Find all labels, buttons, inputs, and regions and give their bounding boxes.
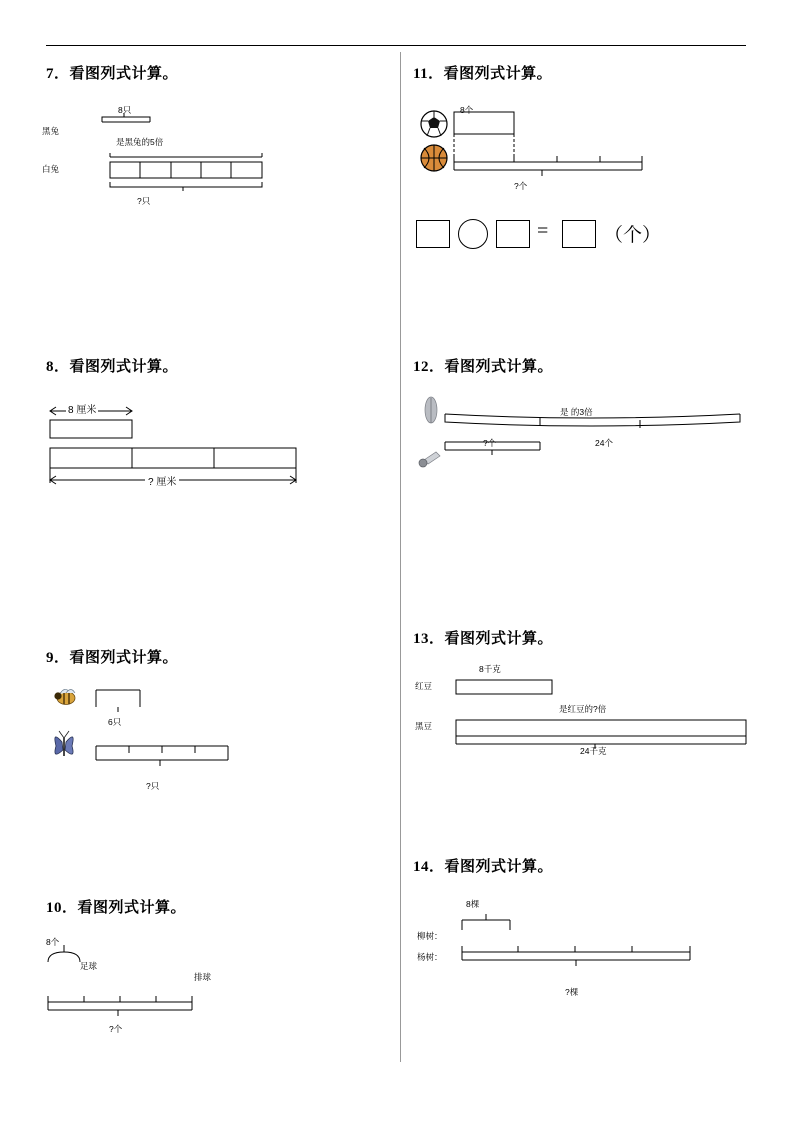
question-14-title: 14．看图列式计算。 — [413, 859, 554, 875]
q14-row1-label: 柳树： — [417, 931, 443, 941]
question-7-figure — [40, 100, 280, 210]
q8-bottom-label: ? 厘米 — [145, 473, 179, 488]
column-divider — [400, 52, 401, 1062]
q10-count-label: 8个 — [46, 937, 60, 947]
question-10-title: 10．看图列式计算。 — [46, 900, 187, 916]
q11-operator-circle[interactable] — [458, 219, 488, 249]
q9-count-label: 6只 — [108, 717, 122, 727]
q12-total-label: 24个 — [595, 438, 613, 448]
q7-count-label: 8只 — [118, 105, 132, 115]
question-13-title: 13．看图列式计算。 — [413, 631, 554, 647]
q12-relation-label: 是 的3倍 — [560, 407, 593, 417]
q14-row2-label: 杨树： — [417, 952, 443, 962]
question-12-title: 12．看图列式计算。 — [413, 359, 554, 375]
q13-row2-label: 黑豆 — [415, 721, 433, 731]
q11-equals-sign: = — [537, 220, 549, 242]
q7-row1-label: 黑兔 — [42, 126, 60, 136]
q10-unknown-label: ?个 — [109, 1024, 123, 1034]
q7-relation-label: 是黑兔的5倍 — [116, 137, 164, 147]
q11-unknown-label: ?个 — [514, 181, 528, 191]
q10-item2-label: 排球 — [194, 972, 212, 982]
q13-count-label: 8千克 — [479, 664, 501, 674]
question-14-figure — [410, 890, 730, 1000]
question-8-title: 8．看图列式计算。 — [46, 359, 179, 375]
q13-row1-label: 红豆 — [415, 681, 433, 691]
q8-top-label: 8 厘米 — [66, 401, 98, 416]
header-rule — [46, 45, 746, 46]
q13-relation-label: 是红豆的?倍 — [559, 704, 607, 714]
question-9-figure — [40, 680, 260, 795]
question-11-figure — [410, 100, 660, 200]
question-11-title: 11．看图列式计算。 — [413, 66, 553, 82]
q11-answer-box-2[interactable] — [496, 220, 530, 248]
q12-unknown-label: ?个 — [483, 438, 497, 448]
q14-unknown-label: ?棵 — [565, 987, 579, 997]
q11-unit-label: （个） — [604, 225, 662, 246]
question-9-title: 9．看图列式计算。 — [46, 650, 179, 666]
q11-answer-box-1[interactable] — [416, 220, 450, 248]
q14-count-label: 8棵 — [466, 899, 480, 909]
q7-unknown-label: ?只 — [137, 196, 151, 206]
q13-total-label: 24千克 — [580, 746, 607, 756]
question-7-title: 7．看图列式计算。 — [46, 66, 179, 82]
q9-unknown-label: ?只 — [146, 781, 160, 791]
q7-row2-label: 白兔 — [42, 164, 60, 174]
question-10-figure — [40, 930, 260, 1040]
q11-answer-box-3[interactable] — [562, 220, 596, 248]
q10-item1-label: 足球 — [80, 961, 98, 971]
q11-count-label: 8个 — [460, 105, 474, 115]
